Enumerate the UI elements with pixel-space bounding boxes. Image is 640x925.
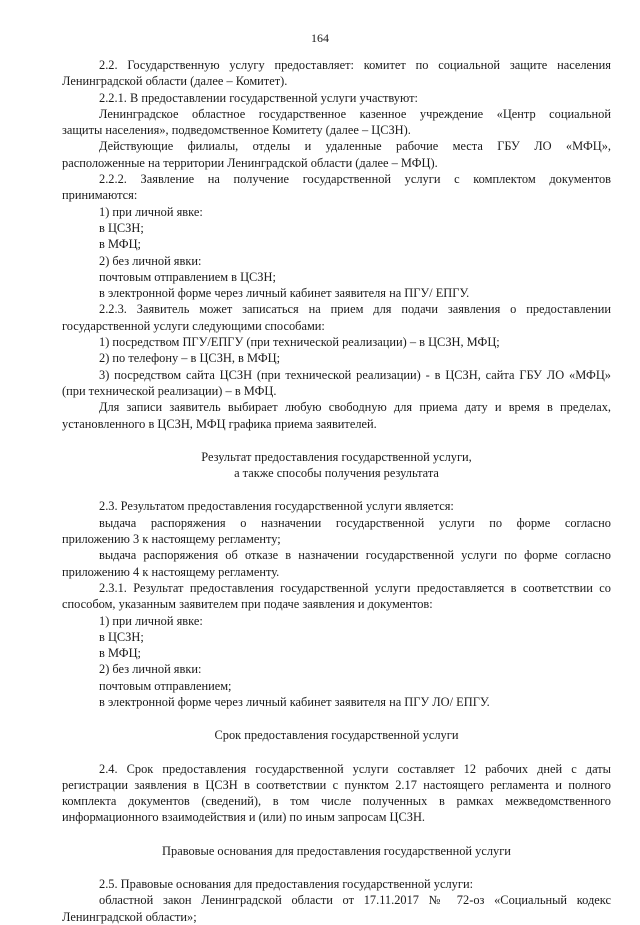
page-number: 164	[311, 31, 329, 45]
paragraph-2-2-2-line2: принимаются:	[62, 188, 138, 203]
list-item: в ЦСЗН;	[99, 220, 144, 235]
paragraph-2-4-line3: комплекта документов (сведений), в том числе полученных в рамках межведомственного	[62, 794, 611, 809]
paragraph-mfc-line1: Действующие филиалы, отделы и удаленные рабочие места ГБУ ЛО «МФЦ»,	[99, 139, 611, 154]
paragraph-2-3-1-line1: 2.3.1. Результат предоставления государственной услуги предоставляется в соответствии со	[99, 580, 611, 595]
list-item: почтовым отправлением;	[99, 678, 232, 693]
paragraph-2-2-3-line1: 2.2.3. Заявитель может записаться на прием для подачи заявления о предоставлении	[99, 302, 611, 317]
paragraph-lgku-line2: защиты населения», подведомственное Комитету (далее – ЦСЗН).	[62, 123, 411, 138]
list-item: 2) по телефону – в ЦСЗН, в МФЦ;	[99, 351, 281, 366]
paragraph-2-4-line4: информационного взаимодействия и (или) по иным запросам ЦСЗН.	[62, 810, 426, 825]
paragraph-2-3-item1-line2: приложению 3 к настоящему регламенту;	[62, 532, 281, 547]
paragraph-2-4-line1: 2.4. Срок предоставления государственной услуги составляет 12 рабочих дней с даты	[99, 761, 611, 776]
paragraph-lgku-line1: Ленинградское областное государственное казенное учреждение «Центр социальной	[99, 106, 611, 121]
paragraph-2-2-3-line2: государственной услуги следующими способами:	[62, 318, 325, 333]
list-item: в ЦСЗН;	[99, 629, 144, 644]
paragraph-2-4-line2: регистрации заявления в ЦСЗН в соответствии с пунктом 2.17 настоящего регламента и полного	[62, 777, 611, 792]
list-item: почтовым отправлением в ЦСЗН;	[99, 269, 276, 284]
paragraph-2-2-line1: 2.2. Государственную услугу предоставляет: комитет по социальной защите населения	[99, 58, 611, 72]
paragraph-2-3-1-line2: способом, указанным заявителем при подаче заявления и документов:	[62, 597, 433, 612]
list-item: в МФЦ;	[99, 237, 141, 252]
section-heading-legal: Правовые основания для предоставления государственной услуги	[162, 843, 511, 858]
paragraph-2-5-item1-line1: областной закон Ленинградской области от 17.11.2017 № 72-оз «Социальный кодекс	[99, 893, 611, 908]
paragraph-2-3-item2-line2: приложению 4 к настоящему регламенту.	[62, 564, 280, 579]
paragraph-2-5: 2.5. Правовые основания для предоставления государственной услуги:	[99, 877, 474, 892]
paragraph-site-line1: 3) посредством сайта ЦСЗН (при технической реализации) - в ЦСЗН, сайта ГБУ ЛО «МФЦ»	[99, 367, 611, 382]
section-heading-term: Срок предоставления государственной услуги	[214, 728, 459, 743]
list-item: в МФЦ;	[99, 646, 141, 661]
paragraph-record-line2: установленного в ЦСЗН, МФЦ графика приема заявителей.	[62, 416, 377, 431]
paragraph-2-2-1: 2.2.1. В предоставлении государственной услуги участвуют:	[99, 90, 418, 105]
paragraph-2-5-item1-line2: Ленинградской области»;	[62, 909, 197, 924]
list-item: 1) при личной явке:	[99, 613, 203, 628]
document-body	[62, 57, 611, 925]
list-item: в электронной форме через личный кабинет заявителя на ПГУ/ ЕПГУ.	[99, 286, 470, 301]
section-heading-result-line1: Результат предоставления государственной услуги,	[201, 449, 472, 464]
paragraph-site-line2: (при технической реализации) – в МФЦ.	[62, 383, 277, 398]
list-item: 1) посредством ПГУ/ЕПГУ (при технической реализации) – в ЦСЗН, МФЦ;	[99, 335, 500, 350]
list-item: 2) без личной явки:	[99, 253, 202, 268]
paragraph-mfc-line2: расположенные на территории Ленинградской области (далее – МФЦ).	[62, 155, 438, 170]
list-item: 2) без личной явки:	[99, 662, 202, 677]
paragraph-2-3-item1-line1: выдача распоряжения о назначении государственной услуги по форме согласно	[99, 515, 611, 530]
paragraph-2-2-line2: Ленинградской области (далее – Комитет).	[62, 74, 288, 89]
paragraph-record-line1: Для записи заявитель выбирает любую свободную для приема дату и время в пределах,	[99, 400, 611, 415]
list-item: в электронной форме через личный кабинет заявителя на ПГУ ЛО/ ЕПГУ.	[99, 694, 490, 709]
paragraph-2-3-item2-line1: выдача распоряжения об отказе в назначении государственной услуги по форме согласно	[99, 548, 611, 563]
list-item: 1) при личной явке:	[99, 204, 203, 219]
paragraph-2-2-2-line1: 2.2.2. Заявление на получение государственной услуги с комплектом документов	[99, 172, 611, 187]
paragraph-2-3: 2.3. Результатом предоставления государственной услуги является:	[99, 499, 454, 514]
section-heading-result-line2: а также способы получения результата	[234, 466, 439, 481]
